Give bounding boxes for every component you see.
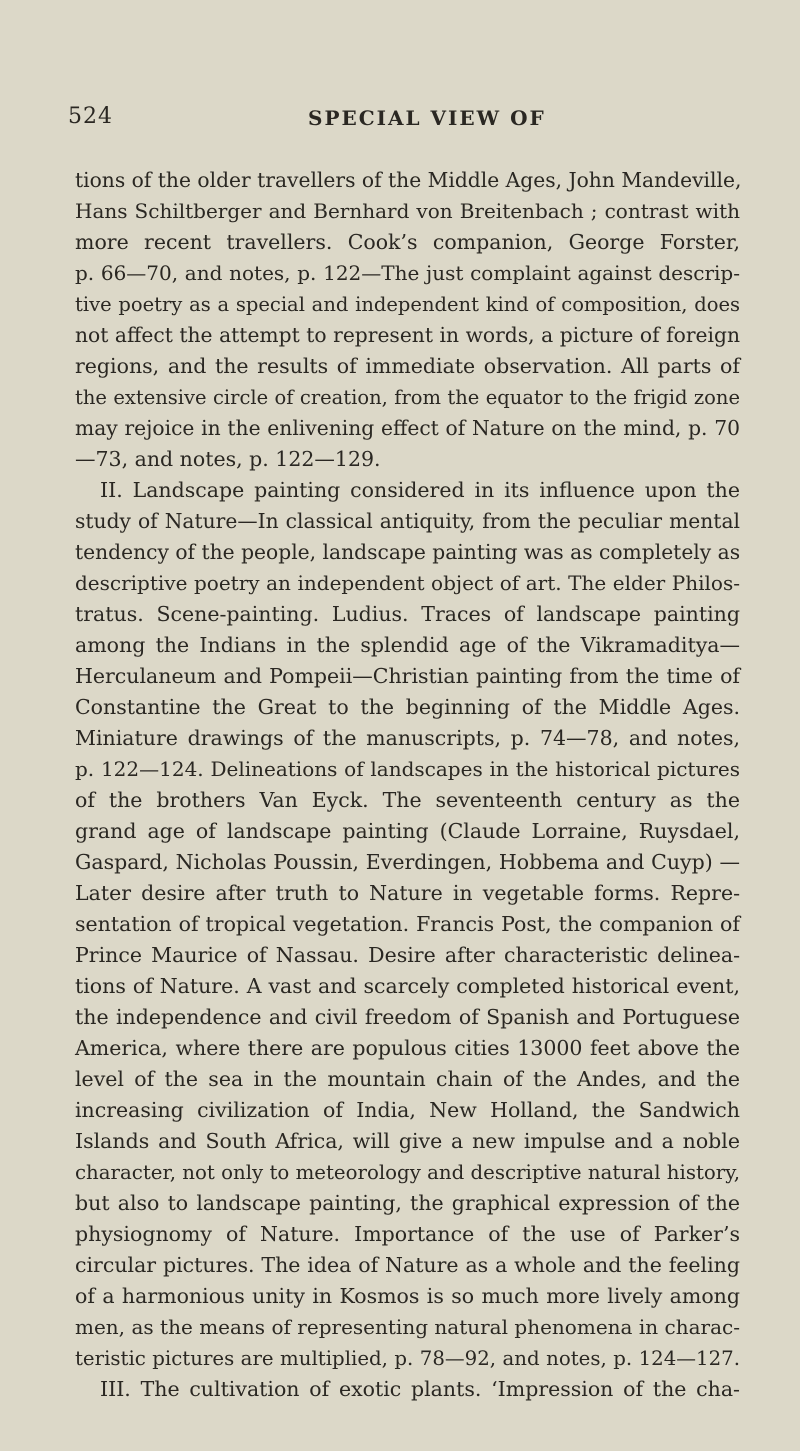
running-head xyxy=(0,104,800,134)
text-line: —73, and notes, p. 122—129. xyxy=(75,447,381,471)
text-line: among the Indians in the splendid age of the Vikramaditya— xyxy=(75,633,740,657)
text-line: increasing civilization of India, New Holland, the Sandwich xyxy=(75,1098,740,1122)
text-line: Gaspard, Nicholas Poussin, Everdingen, Hobbema and Cuyp) — xyxy=(75,850,740,874)
text-line: tions of Nature. A vast and scarcely completed historical event, xyxy=(75,974,740,998)
page-number: 524 xyxy=(68,104,113,129)
text-line: Constantine the Great to the beginning of the Middle Ages. xyxy=(75,695,740,719)
text-line: of the brothers Van Eyck. The seventeenth century as the xyxy=(75,788,740,812)
text-line: of a harmonious unity in Kosmos is so much more lively among xyxy=(75,1284,740,1308)
text-line: but also to landscape painting, the graphical expression of the xyxy=(75,1191,740,1215)
text-line: tive poetry as a special and independent kind of composition, does xyxy=(75,293,740,316)
text-line: Herculaneum and Pompeii—Christian painting from the time of xyxy=(75,664,740,688)
text-line: p. 66—70, and notes, p. 122—The just complaint against descrip- xyxy=(75,261,740,285)
text-line: physiognomy of Nature. Importance of the use of Parker’s xyxy=(75,1222,740,1246)
text-line: men, as the means of representing natural phenomena in charac- xyxy=(75,1315,740,1339)
text-line: character, not only to meteorology and descriptive natural history, xyxy=(75,1161,741,1184)
text-line: circular pictures. The idea of Nature as a whole and the feeling xyxy=(75,1253,740,1277)
text-line: not affect the attempt to represent in words, a picture of foreign xyxy=(75,323,740,347)
text-line: the independence and civil freedom of Spanish and Portuguese xyxy=(75,1005,740,1029)
text-line: more recent travellers. Cook’s companion, George Forster, xyxy=(75,230,740,254)
text-line: tratus. Scene-painting. Ludius. Traces of landscape painting xyxy=(75,602,740,626)
text-line: Prince Maurice of Nassau. Desire after characteristic delinea- xyxy=(75,943,740,967)
text-line: Hans Schiltberger and Bernhard von Breitenbach ; contrast with xyxy=(75,199,740,223)
text-line: Later desire after truth to Nature in vegetable forms. Repre- xyxy=(75,881,740,905)
running-title: SPECIAL VIEW OF xyxy=(308,106,546,130)
text-line: sentation of tropical vegetation. Francis Post, the companion of xyxy=(75,912,740,936)
text-line: Miniature drawings of the manuscripts, p. 74—78, and notes, xyxy=(75,726,740,750)
text-line: America, where there are populous cities 13000 feet above the xyxy=(75,1036,740,1060)
text-line: teristic pictures are multiplied, p. 78—92, and notes, p. 124—127. xyxy=(75,1347,740,1370)
text-line: may rejoice in the enlivening effect of Nature on the mind, p. 70 xyxy=(75,416,740,440)
text-line: grand age of landscape painting (Claude Lorraine, Ruysdael, xyxy=(75,819,740,843)
text-line: level of the sea in the mountain chain of the Andes, and the xyxy=(75,1067,740,1091)
text-line: tendency of the people, landscape painting was as completely as xyxy=(75,540,741,564)
text-line: descriptive poetry an independent object of art. The elder Philos- xyxy=(75,571,740,595)
section-heading-line: II. Landscape painting considered in its influence upon the xyxy=(100,478,740,502)
text-line: Islands and South Africa, will give a new impulse and a noble xyxy=(75,1129,740,1153)
text-line: regions, and the results of immediate observation. All parts of xyxy=(75,354,740,378)
text-line: the extensive circle of creation, from the equator to the frigid zone xyxy=(75,386,740,409)
section-heading-line: III. The cultivation of exotic plants. ‘Impression of the cha- xyxy=(100,1377,740,1401)
text-line: p. 122—124. Delineations of landscapes in the historical pictures xyxy=(75,757,740,781)
text-line: tions of the older travellers of the Middle Ages, John Mandeville, xyxy=(75,168,742,192)
text-line: study of Nature—In classical antiquity, from the peculiar mental xyxy=(75,509,740,533)
